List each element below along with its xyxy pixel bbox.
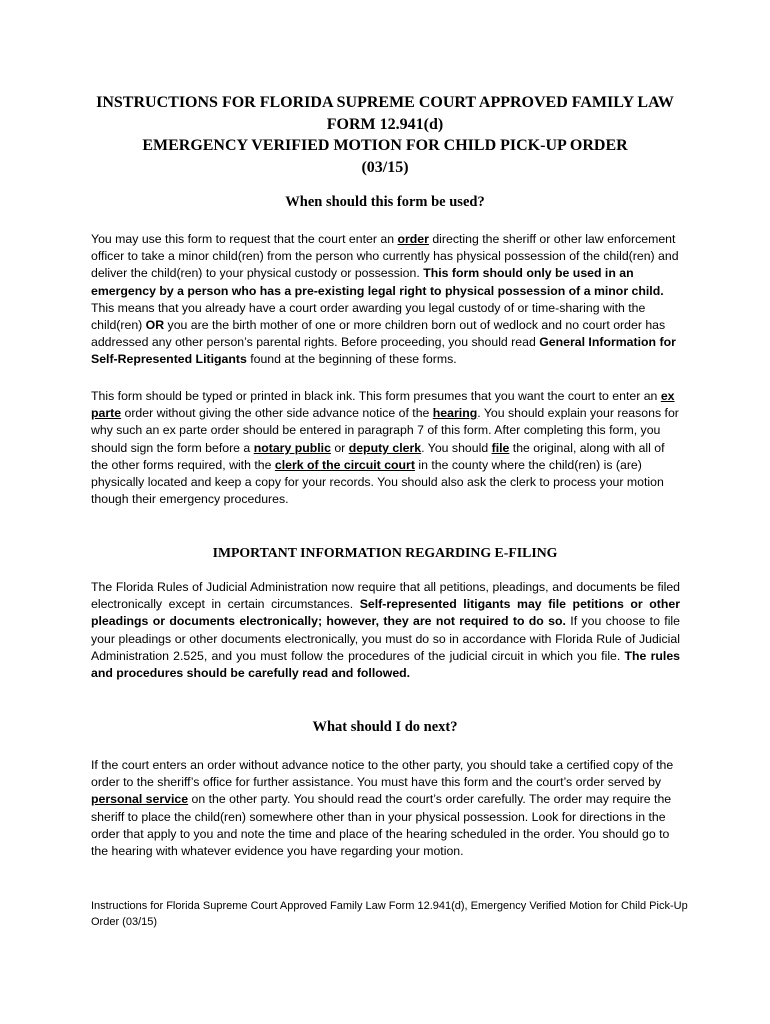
document-title: [60, 92, 710, 178]
section-heading-e-filing: IMPORTANT INFORMATION REGARDING E-FILING: [212, 545, 558, 560]
paragraph-next-steps: If the court enters an order without advance notice to the other party, you should take a certified copy of the order to the sheriff’s office for further assistance. You must have this form and the court’s order served by personal service on the other party. You should read the court’s order carefully. The order may require the sheriff to place the child(ren) somewhere other than in your physical possession. Look for directions in the order that apply to you and note the time and place of the hearing scheduled in the order. You should go to the hearing with whatever evidence you have regarding your motion.: [91, 758, 674, 859]
link-personal-service: personal service: [91, 792, 189, 807]
title-line-1: INSTRUCTIONS FOR FLORIDA SUPREME COURT APPROVED FAMILY LAW: [96, 94, 674, 111]
emphasis-emergency: This form should only be used in an emergency by a person who has a pre-existing legal right to physical possession of a minor child.: [91, 266, 664, 298]
page-footer: Instructions for Florida Supreme Court Approved Family Law Form 12.941(d), Emergency Verified Motion for Child Pick-Up Order (03/15): [91, 900, 688, 928]
link-hearing: hearing: [432, 406, 478, 421]
section-heading-next: What should I do next?: [312, 719, 458, 735]
link-order: order: [397, 232, 429, 246]
paragraph-e-filing: The Florida Rules of Judicial Administration now require that all petitions, pleadings, and documents be filed electronically except in certain circumstances. Self-represented litigants may file petitions or other pleadings or documents electronically; however, they are not required to do so. If you choose to file your pleadings or other documents electronically, you must do so in accordance with Florida Rule of Judicial Administration 2.525, and you must follow the procedures of the judicial circuit in which you file. The rules and procedures should be carefully read and followed.: [91, 580, 680, 681]
section-heading-when: When should this form be used?: [285, 194, 485, 210]
emphasis-rules: The rules and procedures should be carefully read and followed.: [91, 648, 680, 681]
title-line-2: FORM 12.941(d): [326, 115, 444, 133]
paragraph-purpose: You may use this form to request that the court enter an order directing the sheriff or other law enforcement officer to take a minor child(ren) from the person who currently has physical possession of the child(ren) and deliver the child(ren) to your physical custody or possession. This form should only be used in an emergency by a person who has a pre-existing legal right to physical possession of a minor child. This means that you already have a court order awarding you legal custody of or time-sharing with the child(ren) OR you are the birth mother of one or more children born out of wedlock and no court order has addressed any other person’s parental rights. Before proceeding, you should read General Information for Self-Represented Litigants found at the beginning of these forms.: [91, 232, 679, 367]
link-clerk-of-circuit-court: clerk of the circuit court: [274, 457, 415, 472]
emphasis-self-represented: Self-represented litigants may file petitions or other pleadings or documents electronically; however, they are not required to do so.: [91, 597, 680, 629]
general-information-reference: General Information for Self-Represented Litigants: [91, 335, 676, 367]
link-deputy-clerk: deputy clerk: [348, 440, 422, 455]
title-line-4: (03/15): [361, 158, 409, 176]
paragraph-filing-instructions: This form should be typed or printed in black ink. This form presumes that you want the court to enter an ex parte order without giving the other side advance notice of the hearing. You should explain your reasons for why such an ex parte order should be entered in paragraph 7 of this form. After completing this form, you should sign the form before a notary public or deputy clerk. You should file the original, along with all of the other forms required, with the clerk of the circuit court in the county where the child(ren) is (are) physically located and keep a copy for your records. You should also ask the clerk to process your motion though their emergency procedures.: [91, 389, 679, 507]
title-line-3: EMERGENCY VERIFIED MOTION FOR CHILD PICK-UP ORDER: [142, 137, 628, 154]
link-notary-public: notary public: [253, 440, 331, 455]
link-file: file: [491, 440, 510, 455]
link-ex-parte: ex parte: [91, 389, 675, 421]
